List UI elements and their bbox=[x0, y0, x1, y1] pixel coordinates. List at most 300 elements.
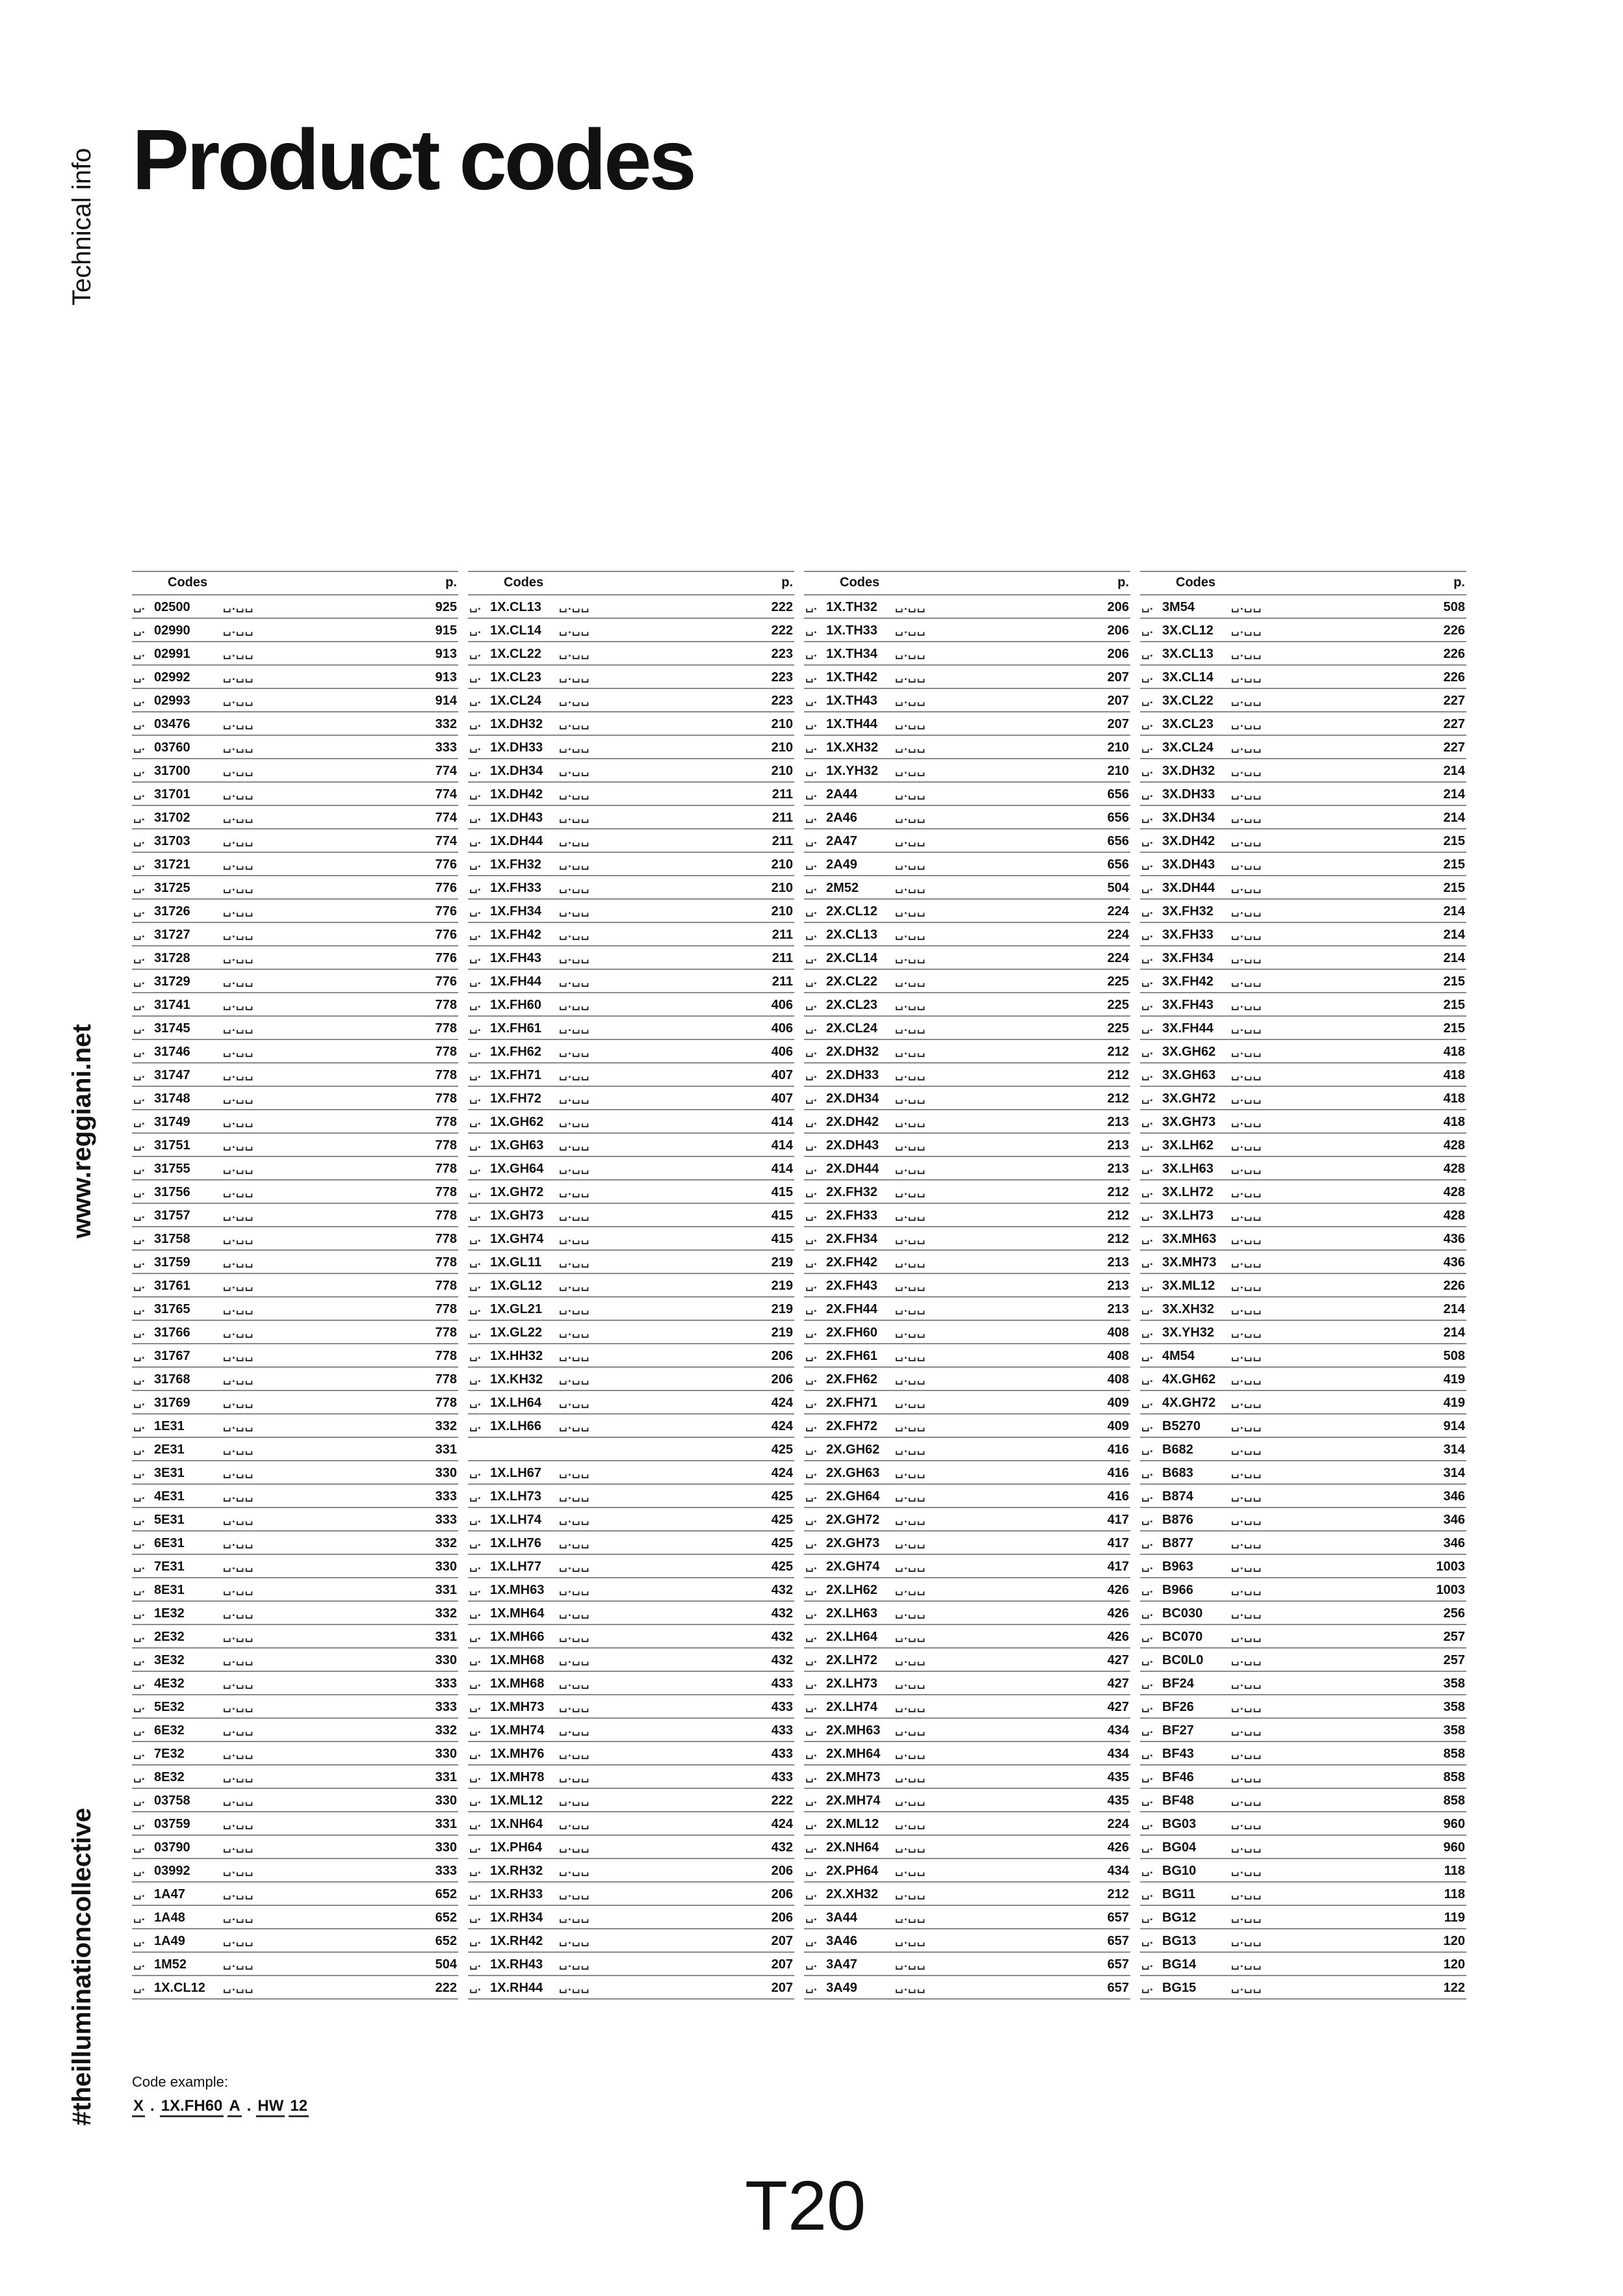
page-ref: 330 bbox=[435, 1466, 457, 1480]
code-prefix-slot: ␣. bbox=[133, 1863, 145, 1876]
code-prefix-slot: ␣. bbox=[469, 1138, 481, 1151]
page-ref: 314 bbox=[1443, 1442, 1465, 1457]
code-suffix-slot: ␣.␣␣ bbox=[1231, 1372, 1262, 1385]
code-suffix-slot: ␣.␣␣ bbox=[1231, 1933, 1262, 1946]
page-ref: 433 bbox=[771, 1676, 793, 1691]
table-row bbox=[132, 1251, 458, 1274]
table-row bbox=[804, 1391, 1130, 1415]
page-ref: 211 bbox=[772, 974, 793, 989]
code-prefix-slot: ␣. bbox=[805, 1255, 817, 1268]
code-prefix-slot: ␣. bbox=[133, 1489, 145, 1502]
table-row bbox=[468, 1087, 794, 1110]
product-code: 31767 bbox=[154, 1349, 190, 1363]
product-code: BG12 bbox=[1162, 1911, 1197, 1925]
code-prefix-slot: ␣. bbox=[805, 1676, 817, 1689]
column-header bbox=[1140, 571, 1466, 595]
product-code: 1X.LH74 bbox=[490, 1513, 541, 1527]
code-suffix-slot: ␣.␣␣ bbox=[1231, 1442, 1262, 1455]
code-suffix-slot: ␣.␣␣ bbox=[559, 927, 590, 940]
code-suffix-slot: ␣.␣␣ bbox=[223, 810, 254, 823]
product-code: 2X.MH73 bbox=[826, 1770, 881, 1784]
page-ref: 210 bbox=[771, 764, 793, 778]
code-prefix-slot: ␣. bbox=[1141, 1021, 1153, 1034]
product-code: 1X.DH32 bbox=[490, 717, 543, 731]
table-row bbox=[468, 1204, 794, 1227]
table-row bbox=[804, 1836, 1130, 1859]
product-code: 2X.FH72 bbox=[826, 1419, 877, 1433]
table-row bbox=[132, 1812, 458, 1836]
table-row bbox=[132, 1415, 458, 1438]
table-row bbox=[804, 1953, 1130, 1976]
code-suffix-slot: ␣.␣␣ bbox=[895, 1301, 926, 1314]
page-ref: 206 bbox=[1107, 647, 1129, 661]
product-code: 2X.FH62 bbox=[826, 1372, 877, 1387]
table-row bbox=[132, 1040, 458, 1063]
page-ref: 226 bbox=[1443, 1279, 1465, 1293]
code-suffix-slot: ␣.␣␣ bbox=[895, 1184, 926, 1197]
code-suffix-slot: ␣.␣␣ bbox=[1231, 646, 1262, 659]
code-suffix-slot: ␣.␣␣ bbox=[1231, 974, 1262, 987]
product-code: 31728 bbox=[154, 951, 190, 965]
code-prefix-slot: ␣. bbox=[805, 1699, 817, 1712]
table-row bbox=[804, 1204, 1130, 1227]
code-suffix-slot: ␣.␣␣ bbox=[1231, 1676, 1262, 1689]
code-prefix-slot: ␣. bbox=[469, 1816, 481, 1829]
code-prefix-slot: ␣. bbox=[805, 1606, 817, 1619]
code-suffix-slot: ␣.␣␣ bbox=[559, 1418, 590, 1431]
code-prefix-slot: ␣. bbox=[133, 833, 145, 846]
code-suffix-slot: ␣.␣␣ bbox=[223, 740, 254, 753]
code-prefix-slot: ␣. bbox=[1141, 1840, 1153, 1853]
product-code: 2X.CL24 bbox=[826, 1021, 877, 1036]
table-row bbox=[468, 1274, 794, 1298]
table-row bbox=[804, 1227, 1130, 1251]
product-code: 1X.TH34 bbox=[826, 647, 877, 661]
code-prefix-slot: ␣. bbox=[469, 1863, 481, 1876]
code-prefix-slot: ␣. bbox=[133, 1067, 145, 1080]
table-row bbox=[132, 1929, 458, 1953]
table-row bbox=[804, 1368, 1130, 1391]
code-example-label: Code example: bbox=[132, 2074, 228, 2090]
code-prefix-slot: ␣. bbox=[805, 927, 817, 940]
product-code: 4M54 bbox=[1162, 1349, 1195, 1363]
product-code: 03992 bbox=[154, 1864, 190, 1878]
code-suffix-slot: ␣.␣␣ bbox=[223, 670, 254, 683]
code-prefix-slot: ␣. bbox=[469, 763, 481, 776]
product-code: 1X.GL12 bbox=[490, 1279, 543, 1293]
code-prefix-slot: ␣. bbox=[805, 810, 817, 823]
page-ref: 776 bbox=[435, 857, 457, 872]
code-prefix-slot: ␣. bbox=[805, 716, 817, 729]
product-code: 3A49 bbox=[826, 1981, 857, 1995]
table-row bbox=[132, 1204, 458, 1227]
code-prefix-slot: ␣. bbox=[469, 810, 481, 823]
table-row bbox=[132, 1859, 458, 1883]
table-row bbox=[1140, 1368, 1466, 1391]
product-code: B5270 bbox=[1162, 1419, 1201, 1433]
code-suffix-slot: ␣.␣␣ bbox=[895, 927, 926, 940]
code-suffix-slot: ␣.␣␣ bbox=[1231, 1863, 1262, 1876]
page-ref: 227 bbox=[1443, 740, 1465, 755]
code-prefix-slot: ␣. bbox=[1141, 1278, 1153, 1291]
code-suffix-slot: ␣.␣␣ bbox=[223, 599, 254, 612]
page-ref: 858 bbox=[1443, 1770, 1465, 1784]
code-suffix-slot: ␣.␣␣ bbox=[559, 1723, 590, 1736]
codes-column bbox=[468, 571, 794, 2000]
table-row bbox=[804, 1461, 1130, 1485]
table-row bbox=[1140, 829, 1466, 853]
code-suffix-slot: ␣.␣␣ bbox=[223, 1723, 254, 1736]
product-code: 31758 bbox=[154, 1232, 190, 1246]
code-suffix-slot: ␣.␣␣ bbox=[895, 1395, 926, 1408]
product-code: 1X.MH68 bbox=[490, 1676, 545, 1691]
code-suffix-slot: ␣.␣␣ bbox=[895, 1582, 926, 1595]
page-ref: 774 bbox=[435, 811, 457, 825]
code-suffix-slot: ␣.␣␣ bbox=[223, 1606, 254, 1619]
code-suffix-slot: ␣.␣␣ bbox=[223, 1255, 254, 1268]
code-prefix-slot: ␣. bbox=[1141, 997, 1153, 1010]
code-suffix-slot: ␣.␣␣ bbox=[559, 1535, 590, 1548]
code-suffix-slot: ␣.␣␣ bbox=[1231, 1278, 1262, 1291]
product-code: 31741 bbox=[154, 998, 190, 1012]
code-suffix-slot: ␣.␣␣ bbox=[223, 950, 254, 963]
table-row bbox=[804, 806, 1130, 829]
table-row bbox=[468, 1742, 794, 1766]
page-ref: 778 bbox=[435, 1349, 457, 1363]
code-suffix-slot: ␣.␣␣ bbox=[559, 810, 590, 823]
page-ref: 206 bbox=[1107, 600, 1129, 614]
page-ref: 346 bbox=[1443, 1513, 1465, 1527]
header-page: p. bbox=[1453, 575, 1465, 590]
page-ref: 427 bbox=[1107, 1653, 1129, 1667]
code-suffix-slot: ␣.␣␣ bbox=[895, 1886, 926, 1899]
product-code: 3X.DH32 bbox=[1162, 764, 1215, 778]
code-suffix-slot: ␣.␣␣ bbox=[895, 716, 926, 729]
code-prefix-slot: ␣. bbox=[805, 857, 817, 870]
table-row bbox=[1140, 1976, 1466, 2000]
page-ref: 207 bbox=[1107, 670, 1129, 685]
code-prefix-slot: ␣. bbox=[469, 693, 481, 706]
page-ref: 435 bbox=[1107, 1794, 1129, 1808]
table-row bbox=[132, 970, 458, 993]
code-prefix-slot: ␣. bbox=[1141, 1138, 1153, 1151]
product-code: 2X.CL23 bbox=[826, 998, 877, 1012]
page-ref: 227 bbox=[1443, 717, 1465, 731]
table-row bbox=[468, 900, 794, 923]
product-code: BF24 bbox=[1162, 1676, 1194, 1691]
page-ref: 657 bbox=[1107, 1911, 1129, 1925]
product-code: 1X.MH64 bbox=[490, 1606, 545, 1621]
product-code: 3X.FH43 bbox=[1162, 998, 1214, 1012]
code-suffix-slot: ␣.␣␣ bbox=[223, 1699, 254, 1712]
code-prefix-slot: ␣. bbox=[805, 950, 817, 963]
table-row bbox=[468, 1719, 794, 1742]
table-row bbox=[804, 1789, 1130, 1812]
code-suffix-slot: ␣.␣␣ bbox=[223, 1465, 254, 1478]
code-suffix-slot: ␣.␣␣ bbox=[1231, 1980, 1262, 1993]
table-row bbox=[468, 619, 794, 642]
code-prefix-slot: ␣. bbox=[133, 1652, 145, 1665]
product-code: 2X.MH63 bbox=[826, 1723, 881, 1738]
code-suffix-slot: ␣.␣␣ bbox=[559, 1138, 590, 1151]
code-suffix-slot: ␣.␣␣ bbox=[559, 1840, 590, 1853]
code-suffix-slot: ␣.␣␣ bbox=[559, 857, 590, 870]
product-code: 31761 bbox=[154, 1279, 190, 1293]
page-ref: 656 bbox=[1107, 857, 1129, 872]
code-suffix-slot: ␣.␣␣ bbox=[895, 787, 926, 800]
table-row bbox=[1140, 1321, 1466, 1344]
product-code: 1X.GH73 bbox=[490, 1208, 544, 1223]
table-row bbox=[1140, 1087, 1466, 1110]
table-row bbox=[1140, 1672, 1466, 1695]
page-ref: 418 bbox=[1443, 1115, 1465, 1129]
product-code: 3M54 bbox=[1162, 600, 1195, 614]
code-suffix-slot: ␣.␣␣ bbox=[895, 1652, 926, 1665]
product-code: 2X.NH64 bbox=[826, 1840, 879, 1855]
page-ref: 652 bbox=[435, 1934, 457, 1948]
table-row bbox=[804, 1859, 1130, 1883]
product-code: 31701 bbox=[154, 787, 190, 802]
table-row bbox=[468, 1110, 794, 1134]
code-suffix-slot: ␣.␣␣ bbox=[559, 833, 590, 846]
table-row bbox=[804, 1976, 1130, 2000]
code-suffix-slot: ␣.␣␣ bbox=[559, 1582, 590, 1595]
product-code: 3X.DH34 bbox=[1162, 811, 1215, 825]
code-prefix-slot: ␣. bbox=[805, 1418, 817, 1431]
page-ref: 215 bbox=[1443, 974, 1465, 989]
product-code: 1X.DH42 bbox=[490, 787, 543, 802]
product-code: 31756 bbox=[154, 1185, 190, 1199]
page-ref: 418 bbox=[1443, 1091, 1465, 1106]
table-row bbox=[804, 595, 1130, 619]
code-suffix-slot: ␣.␣␣ bbox=[223, 1652, 254, 1665]
code-prefix-slot: ␣. bbox=[133, 646, 145, 659]
table-row bbox=[804, 1274, 1130, 1298]
product-code: 3X.GH63 bbox=[1162, 1068, 1216, 1082]
page-ref: 415 bbox=[771, 1185, 793, 1199]
code-prefix-slot: ␣. bbox=[805, 1980, 817, 1993]
table-row bbox=[468, 1391, 794, 1415]
page-ref: 213 bbox=[1107, 1162, 1129, 1176]
product-code: 2X.LH64 bbox=[826, 1630, 877, 1644]
product-code: 3X.CL24 bbox=[1162, 740, 1214, 755]
page-ref: 436 bbox=[1443, 1255, 1465, 1270]
code-suffix-slot: ␣.␣␣ bbox=[1231, 1325, 1262, 1338]
table-row bbox=[132, 806, 458, 829]
page-ref: 424 bbox=[771, 1419, 793, 1433]
code-prefix-slot: ␣. bbox=[133, 1512, 145, 1525]
product-code: 2X.GH73 bbox=[826, 1536, 880, 1550]
code-suffix-slot: ␣.␣␣ bbox=[895, 1067, 926, 1080]
code-suffix-slot: ␣.␣␣ bbox=[559, 1699, 590, 1712]
table-row bbox=[468, 1625, 794, 1649]
table-row bbox=[132, 1461, 458, 1485]
code-prefix-slot: ␣. bbox=[805, 693, 817, 706]
product-code: 03476 bbox=[154, 717, 190, 731]
page-ref: 778 bbox=[435, 1045, 457, 1059]
page-ref: 406 bbox=[771, 1045, 793, 1059]
product-code: 1X.XH32 bbox=[826, 740, 879, 755]
code-suffix-slot: ␣.␣␣ bbox=[1231, 1769, 1262, 1782]
table-row bbox=[468, 1602, 794, 1625]
code-suffix-slot: ␣.␣␣ bbox=[223, 1161, 254, 1174]
code-prefix-slot: ␣. bbox=[805, 1535, 817, 1548]
code-prefix-slot: ␣. bbox=[133, 1957, 145, 1970]
code-suffix-slot: ␣.␣␣ bbox=[559, 1091, 590, 1104]
code-suffix-slot: ␣.␣␣ bbox=[895, 1606, 926, 1619]
page-ref: 913 bbox=[435, 670, 457, 685]
table-row bbox=[468, 1789, 794, 1812]
code-prefix-slot: ␣. bbox=[1141, 810, 1153, 823]
table-row bbox=[132, 923, 458, 946]
code-suffix-slot: ␣.␣␣ bbox=[223, 1348, 254, 1361]
code-prefix-slot: ␣. bbox=[469, 1114, 481, 1127]
hashtag-label: #theilluminationcollective bbox=[68, 1807, 96, 2126]
code-prefix-slot: ␣. bbox=[469, 623, 481, 636]
page-ref: 778 bbox=[435, 1372, 457, 1387]
table-row bbox=[132, 1508, 458, 1532]
product-code: BC070 bbox=[1162, 1630, 1203, 1644]
product-code: 31768 bbox=[154, 1372, 190, 1387]
code-prefix-slot: ␣. bbox=[805, 997, 817, 1010]
code-suffix-slot: ␣.␣␣ bbox=[559, 1769, 590, 1782]
code-suffix-slot: ␣.␣␣ bbox=[895, 599, 926, 612]
product-code: 1A48 bbox=[154, 1911, 185, 1925]
product-code: 3X.CL13 bbox=[1162, 647, 1214, 661]
table-row bbox=[132, 1976, 458, 2000]
page-ref: 213 bbox=[1107, 1302, 1129, 1316]
page-ref: 914 bbox=[435, 694, 457, 708]
page-ref: 257 bbox=[1443, 1653, 1465, 1667]
product-code: 3A46 bbox=[826, 1934, 857, 1948]
code-prefix-slot: ␣. bbox=[805, 1325, 817, 1338]
product-code: 3X.DH42 bbox=[1162, 834, 1215, 848]
table-row bbox=[468, 1859, 794, 1883]
page-ref: 222 bbox=[771, 600, 793, 614]
code-prefix-slot: ␣. bbox=[805, 1886, 817, 1899]
table-row bbox=[1140, 1625, 1466, 1649]
page-ref: 960 bbox=[1443, 1817, 1465, 1831]
code-suffix-slot: ␣.␣␣ bbox=[1231, 1512, 1262, 1525]
page-ref: 426 bbox=[1107, 1606, 1129, 1621]
product-code: 1X.MH76 bbox=[490, 1747, 545, 1761]
code-suffix-slot: ␣.␣␣ bbox=[895, 1629, 926, 1642]
table-row bbox=[1140, 666, 1466, 689]
code-prefix-slot: ␣. bbox=[805, 1208, 817, 1221]
page-ref: 331 bbox=[435, 1630, 457, 1644]
page-ref: 414 bbox=[771, 1115, 793, 1129]
table-row bbox=[804, 970, 1130, 993]
product-code: B963 bbox=[1162, 1559, 1193, 1574]
page-ref: 428 bbox=[1443, 1162, 1465, 1176]
page-ref: 226 bbox=[1443, 670, 1465, 685]
table-row bbox=[132, 1368, 458, 1391]
page-ref: 432 bbox=[771, 1653, 793, 1667]
page-ref: 418 bbox=[1443, 1045, 1465, 1059]
table-row bbox=[1140, 900, 1466, 923]
page-ref: 426 bbox=[1107, 1583, 1129, 1597]
product-code: BF43 bbox=[1162, 1747, 1194, 1761]
code-suffix-slot: ␣.␣␣ bbox=[1231, 904, 1262, 917]
product-code: 1X.FH71 bbox=[490, 1068, 541, 1082]
table-row bbox=[132, 595, 458, 619]
product-code: 1X.MH73 bbox=[490, 1700, 545, 1714]
page-ref: 778 bbox=[435, 1232, 457, 1246]
code-suffix-slot: ␣.␣␣ bbox=[223, 1114, 254, 1127]
table-row bbox=[468, 1532, 794, 1555]
product-code: 3E32 bbox=[154, 1653, 185, 1667]
product-code: 3X.FH34 bbox=[1162, 951, 1214, 965]
code-prefix-slot: ␣. bbox=[133, 787, 145, 800]
code-suffix-slot: ␣.␣␣ bbox=[559, 1980, 590, 1993]
product-code: 3X.LH63 bbox=[1162, 1162, 1214, 1176]
code-prefix-slot: ␣. bbox=[469, 1933, 481, 1946]
code-suffix-slot: ␣.␣␣ bbox=[559, 1957, 590, 1970]
code-prefix-slot: ␣. bbox=[469, 1231, 481, 1244]
code-suffix-slot: ␣.␣␣ bbox=[223, 1184, 254, 1197]
code-suffix-slot: ␣.␣␣ bbox=[559, 1348, 590, 1361]
code-prefix-slot: ␣. bbox=[1141, 1465, 1153, 1478]
page-ref: 214 bbox=[1443, 1302, 1465, 1316]
table-row bbox=[804, 1040, 1130, 1063]
product-code: 3E31 bbox=[154, 1466, 185, 1480]
code-prefix-slot: ␣. bbox=[133, 1746, 145, 1759]
page-ref: 214 bbox=[1443, 1325, 1465, 1340]
code-suffix-slot: ␣.␣␣ bbox=[895, 1535, 926, 1548]
code-suffix-slot: ␣.␣␣ bbox=[1231, 1067, 1262, 1080]
code-prefix-slot: ␣. bbox=[1141, 740, 1153, 753]
column-header bbox=[804, 571, 1130, 595]
page-ref: 652 bbox=[435, 1911, 457, 1925]
page-ref: 925 bbox=[435, 600, 457, 614]
code-suffix-slot: ␣.␣␣ bbox=[559, 950, 590, 963]
page-ref: 432 bbox=[771, 1606, 793, 1621]
code-suffix-slot: ␣.␣␣ bbox=[559, 623, 590, 636]
code-suffix-slot: ␣.␣␣ bbox=[559, 1161, 590, 1174]
product-code: 2X.XH32 bbox=[826, 1887, 879, 1901]
code-prefix-slot: ␣. bbox=[133, 1910, 145, 1923]
code-prefix-slot: ␣. bbox=[805, 1395, 817, 1408]
code-suffix-slot: ␣.␣␣ bbox=[559, 1746, 590, 1759]
code-prefix-slot: ␣. bbox=[469, 1067, 481, 1080]
code-prefix-slot: ␣. bbox=[133, 997, 145, 1010]
code-suffix-slot: ␣.␣␣ bbox=[559, 1231, 590, 1244]
page-ref: 332 bbox=[435, 1723, 457, 1738]
product-code: 7E32 bbox=[154, 1747, 185, 1761]
code-suffix-slot: ␣.␣␣ bbox=[223, 1372, 254, 1385]
product-code: 1X.GH74 bbox=[490, 1232, 544, 1246]
page-ref: 225 bbox=[1107, 974, 1129, 989]
product-code: 3X.FH32 bbox=[1162, 904, 1214, 919]
product-code: 31749 bbox=[154, 1115, 190, 1129]
table-row bbox=[1140, 1602, 1466, 1625]
code-prefix-slot: ␣. bbox=[1141, 1044, 1153, 1057]
code-suffix-slot: ␣.␣␣ bbox=[559, 1886, 590, 1899]
code-suffix-slot: ␣.␣␣ bbox=[223, 693, 254, 706]
product-code: 02993 bbox=[154, 694, 190, 708]
page-ref: 224 bbox=[1107, 904, 1129, 919]
product-code: B874 bbox=[1162, 1489, 1193, 1504]
page-ref: 210 bbox=[1107, 764, 1129, 778]
product-code: 31725 bbox=[154, 881, 190, 895]
code-suffix-slot: ␣.␣␣ bbox=[1231, 716, 1262, 729]
table-row bbox=[132, 1602, 458, 1625]
page-ref: 776 bbox=[435, 904, 457, 919]
code-prefix-slot: ␣. bbox=[133, 1161, 145, 1174]
page-ref: 213 bbox=[1107, 1279, 1129, 1293]
product-code: 1X.RH44 bbox=[490, 1981, 543, 1995]
code-prefix-slot: ␣. bbox=[805, 1278, 817, 1291]
